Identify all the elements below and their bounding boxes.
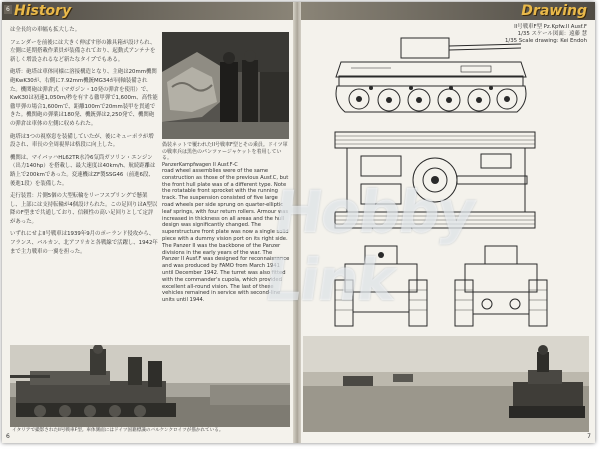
english-paragraph: road wheel assemblies were of the same construction as those of the previous Ausf.C, but the front hull plate was of a different type. Note the rotatable front sprocket with the running track. The suspension consisted of five large road wheels per side sprung on quarter-elliptic leaf springs, with four return rollers. Armour was increased in thickness on all areas and the hull design was significantly changed. The superstructure front plate was now a single solid piece with a dummy vision port on its right side. The Panzer II was the backbone of the Panzer divisions in the early years of the war. The Panzer II Ausf.F was designed for reconnaissance and was produced by FAMO from March 1941 until December 1942. The turret was also fitted with the commander's cupola, which provided excellent all-round vision. The last of these vehicles remained in service with second-line units until 1944. [162,168,290,304]
bottom-right-photo-desert [303,336,589,432]
magazine-spread [2,2,595,443]
jp-paragraph: フェンダーを前後には大きく伸ばす形の雑具箱が設けられ、左側に延期搭載作業員が装備されており、起動式アンテナを新しく増設されるなど新たなタイプでもある。 [10,39,156,63]
bottom-photo-caption-jp: イタリアで撮影されたII号戦車F型。車体側面にはドイツ国籍標識のバルケンクロイツが描かれている。 [12,428,224,433]
jp-paragraph: 機関は、マイバッハHL62TR水冷6気筒ガソリン・エンジン（出力140hp）を搭載し、最大速度は40km/h、航続距離は路上で200kmであった。変速機はZF製SSG46（前進6段、後進1段）を装備した。 [10,154,156,187]
jp-paragraph: は全長約の車幅も拡大した。 [10,27,81,33]
english-text-column [162,168,290,340]
left-page-number: 6 [6,433,10,440]
jp-paragraph: 走行装置：片側5個の大型転輪をリーフスプリングで懸架し、上部には支持転輪が4個設けられた。この足回りはA型以降のF型まで共通しており、信頼性の高い足回りとして定評があった。 [10,193,158,225]
tank-rear-view-drawing [451,240,551,332]
right-page-number: 7 [587,433,591,440]
top-photo-caption-en: PanzerKampfwagen II Ausf.F-C [162,161,238,168]
bottom-photo-tank [10,345,290,427]
page-tag: 6 [6,6,10,13]
tank-side-view-drawing [331,32,531,120]
right-page [301,2,595,443]
top-photo-caption-jp: 偽装ネットで覆われたII号戦車F型とその乗員。ドイツ軍の戦車兵は黒色のパンツァージャケットを着用している。 [162,142,288,161]
jp-paragraph: いずれにせよII号戦車は1939年9月のポーランド侵攻から、フランス、バルカン、北アフリカと各戦線で活躍し、1942年まで主力戦車の一翼を担った。 [10,231,158,255]
watermark: Hobby Link [260,178,479,314]
bottom-photo-caption [12,428,288,433]
tank-top-view-drawing [331,126,541,236]
jp-paragraph: 砲塔：砲塔は車体同様に溶接構造となり、主砲は20mm機関砲KwK30が、右側に7.92mm機銃MG34が同軸装備された。機関砲は弾倉式（マガジン・10発の弾倉を使用）で、KwK30は初速1,050m/秒を有する徹甲弾で1,600m、高性能徹甲弾の場合1,600mで、距離100mで20mm装甲を貫通できた。機関砲の弾薬は180発、機銃弾は2,250発で、機関砲の弾倉は車体の左側に収められた。 [10,69,158,127]
jp-paragraph: 砲塔は3つの視察窓を装備していたが、後にキューポラが増設され、車長の全周視界は格段に向上した。 [10,133,154,149]
drawing-credit-line: 1/35 スケール図面：遠藤 慧 [517,31,587,37]
top-photo-caption [162,142,289,168]
history-section-title: History [14,3,72,19]
japanese-text-column [10,26,158,342]
tank-front-view-drawing [331,240,431,332]
drawing-section-title: Drawing [521,3,587,19]
drawing-credit-line: 1/35 Scale drawing: Kei Endoh [504,38,587,44]
drawing-credit-line: II号戦車F型 Pz.Kpfw.II Ausf.F [514,24,587,30]
top-photo-soldiers [162,32,289,139]
